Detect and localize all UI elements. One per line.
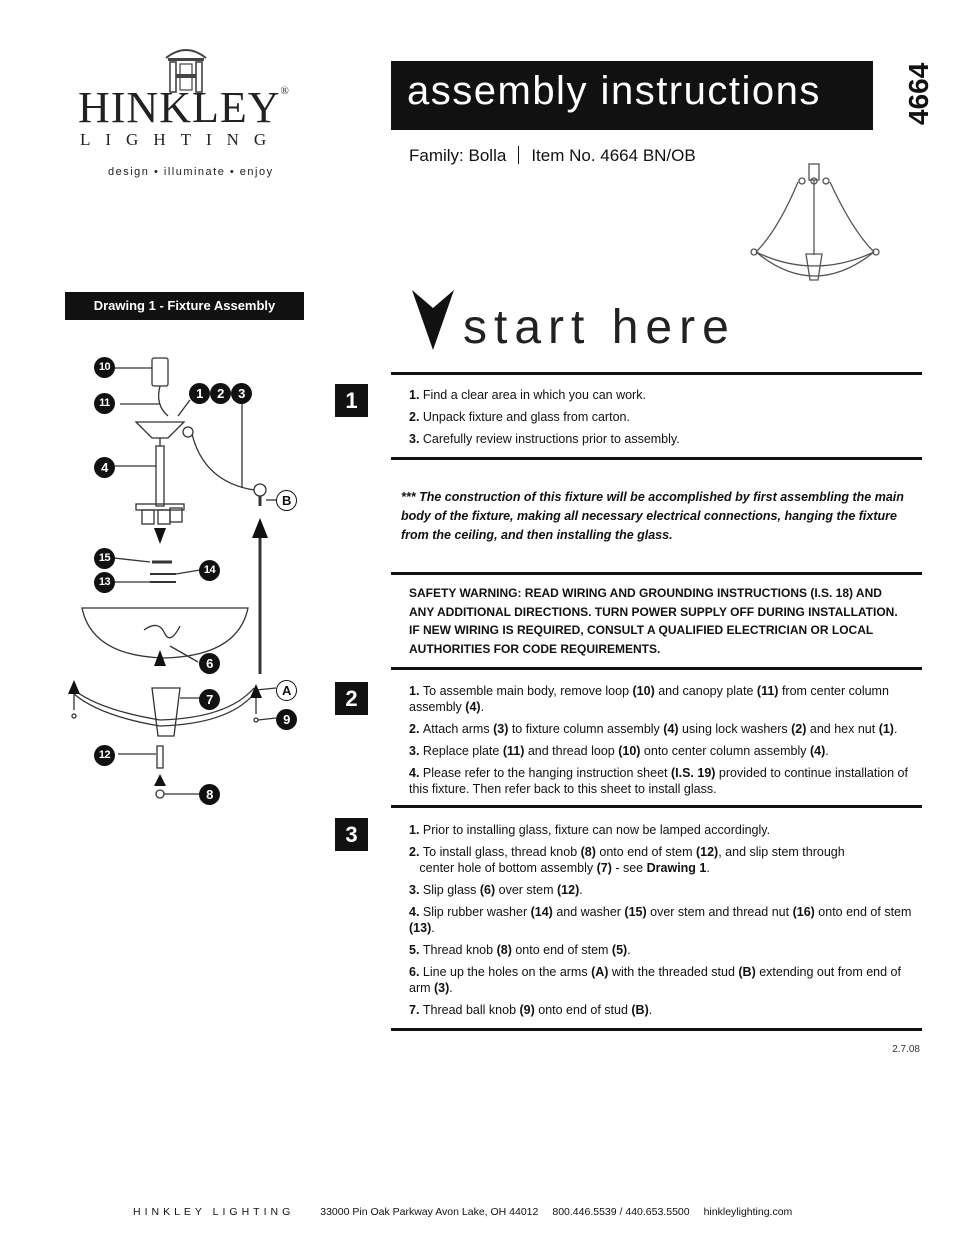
step3-item: 4. Slip rubber washer (14) and washer (15) over stem and thread nut (16) onto end of stem (13). [409, 905, 912, 935]
revision-date: 2.7.08 [892, 1044, 920, 1055]
callout-12: 12 [94, 745, 115, 766]
step3-item: 3. Slip glass (6) over stem (12). [409, 883, 583, 897]
start-here-heading: start here [463, 301, 736, 354]
step1-item: 1. Find a clear area in which you can work. [409, 388, 646, 402]
step3-item: 6. Line up the holes on the arms (A) with the threaded stud (B) extending out from end of arm (3). [409, 965, 901, 995]
step2-item: 2. Attach arms (3) to fixture column assembly (4) using lock washers (2) and hex nut (1). [409, 722, 898, 736]
title-bar [391, 61, 873, 130]
step3-item: 5. Thread knob (8) onto end of stem (5). [409, 943, 631, 957]
step3-item: 7. Thread ball knob (9) onto end of stud (B). [409, 1003, 653, 1017]
step-1-list [409, 387, 921, 453]
step-number-2: 2 [335, 682, 368, 715]
callout-13: 13 [94, 572, 115, 593]
callout-4: 4 [94, 457, 115, 478]
step2-item: 3. Replace plate (11) and thread loop (10) onto center column assembly (4). [409, 744, 829, 758]
divider [391, 572, 922, 575]
safety-warning: SAFETY WARNING: READ WIRING AND GROUNDING INSTRUCTIONS (I.S. 18) AND ANY ADDITIONAL DIRECTIONS. TURN POWER SUPPLY OFF DURING INSTALLATION. IF NEW WIRING IS REQUIRED, CONSULT A QUALIFIED ELECTRICIAN OR LOCAL AUTHORITIES FOR CODE REQUIREMENTS. [409, 586, 898, 656]
callout-B: B [276, 490, 297, 511]
step1-item: 2. Unpack fixture and glass from carton. [409, 410, 630, 424]
step-number-1: 1 [335, 384, 368, 417]
footer [133, 1206, 806, 1218]
fixture-thumbnail-icon [748, 160, 882, 290]
callout-6: 6 [199, 653, 220, 674]
item-number: Item No. 4664 BN/OB [531, 146, 696, 165]
callout-14: 14 [199, 560, 220, 581]
separator [518, 146, 519, 164]
item-number-vertical [880, 60, 950, 130]
family-name: Family: Bolla [409, 146, 507, 165]
svg-text:4664: 4664 [903, 62, 934, 125]
step3-item: 1. Prior to installing glass, fixture can now be lamped accordingly. [409, 823, 771, 837]
drawing-label: Drawing 1 - Fixture Assembly [65, 292, 304, 320]
footer-address: 33000 Pin Oak Parkway Avon Lake, OH 44012 [320, 1206, 539, 1218]
footer-phone: 800.446.5539 / 440.653.5500 [552, 1206, 690, 1218]
footer-website[interactable]: hinkleylighting.com [703, 1206, 793, 1218]
callout-A: A [276, 680, 297, 701]
divider [391, 457, 922, 460]
footer-brand: HINKLEY LIGHTING [133, 1206, 295, 1218]
step2-item: 1. To assemble main body, remove loop (10) and canopy plate (11) from center column assembly (4). [409, 684, 889, 714]
callout-1: 1 [189, 383, 210, 404]
step-2-list [409, 683, 921, 803]
callout-2: 2 [210, 383, 231, 404]
callout-15: 15 [94, 548, 115, 569]
step-number-3: 3 [335, 818, 368, 851]
brand-tagline: design • illuminate • enjoy [108, 166, 274, 178]
family-line [409, 146, 696, 166]
page-title: assembly instructions [407, 69, 821, 113]
brand-sub: LIGHTING [80, 130, 282, 149]
callout-7: 7 [199, 689, 220, 710]
callout-11: 11 [94, 393, 115, 414]
callout-8: 8 [199, 784, 220, 805]
start-arrow-icon [410, 290, 456, 350]
step3-item: 2. To install glass, thread knob (8) onto end of stem (12), and slip stem through center hole of bottom assembly (7) - see Drawing 1. [409, 845, 845, 875]
divider [391, 372, 922, 375]
step2-item: 4. Please refer to the hanging instruction sheet (I.S. 19) provided to continue installation of this fixture. Then refer back to this sheet to install glass. [409, 766, 908, 796]
divider [391, 667, 922, 670]
step-3-list [409, 822, 921, 1024]
step1-item: 3. Carefully review instructions prior to assembly. [409, 432, 680, 446]
divider [391, 1028, 922, 1031]
callout-9: 9 [276, 709, 297, 730]
brand-name: HINKLEY® [78, 83, 290, 132]
callout-3: 3 [231, 383, 252, 404]
construction-note: *** The construction of this fixture will be accomplished by first assembling the main body of the fixture, making all necessary electrical connections, hanging the fixture from the ceiling, and then installing the glass. [401, 490, 904, 542]
divider [391, 805, 922, 808]
callout-10: 10 [94, 357, 115, 378]
